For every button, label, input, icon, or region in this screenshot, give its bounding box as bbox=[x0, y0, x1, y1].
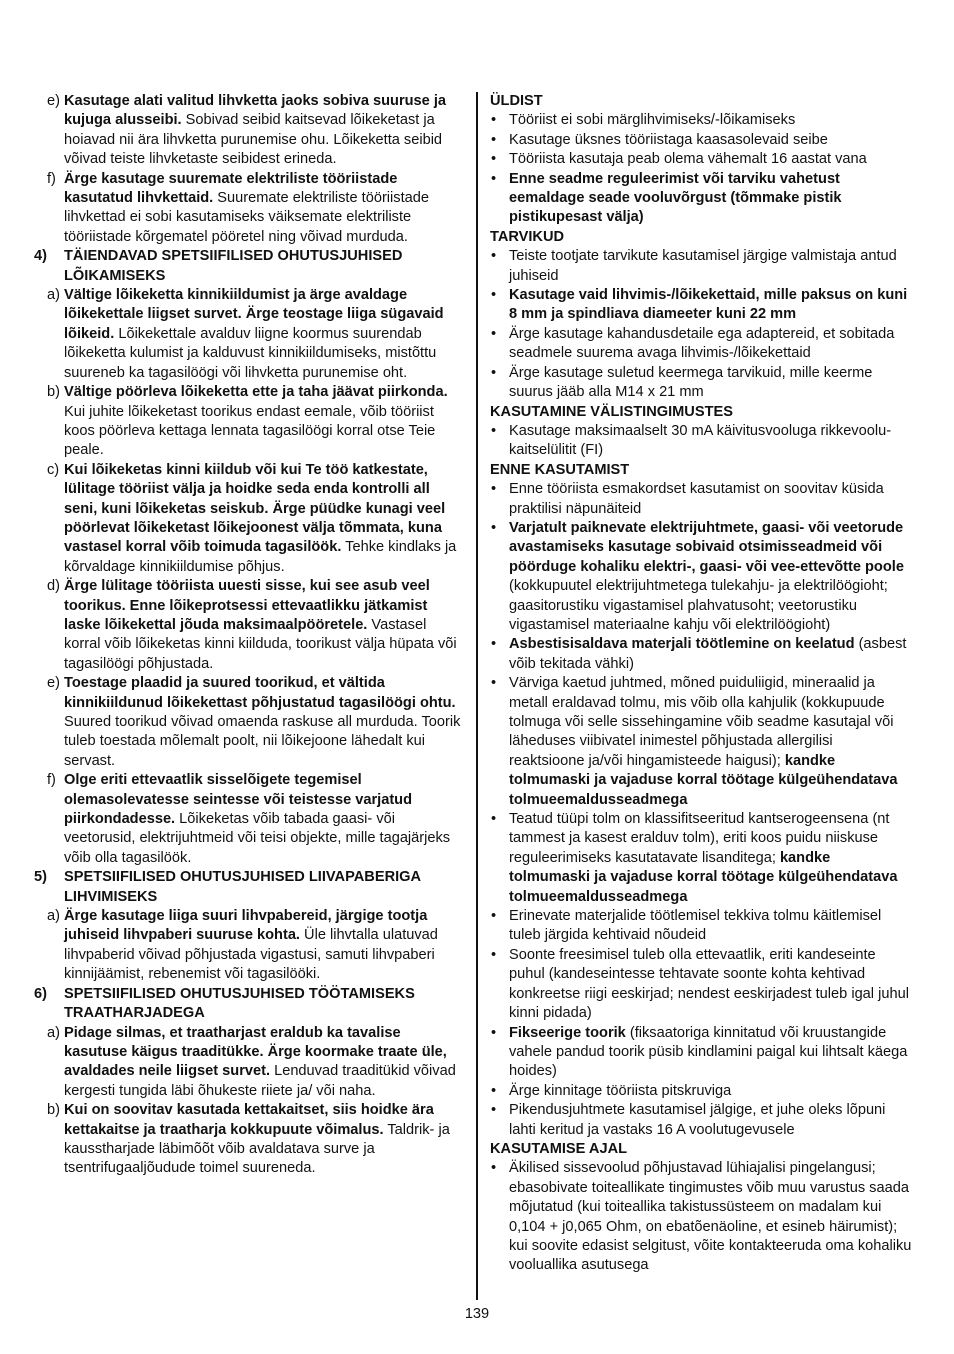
bullet-icon: • bbox=[491, 481, 497, 498]
bullet-icon: • bbox=[491, 675, 497, 692]
item-marker: b) bbox=[47, 384, 60, 401]
item-bold-text: Olge eriti ettevaatlik sisselõigete tegemisel olemasolevatesse seintesse või teistesse varjatud piirkondadesse. bbox=[64, 772, 413, 828]
bullet-text: Soonte freesimisel tuleb olla ettevaatlik, eriti kandeseinte puhul (kandeseintesse tehtavate soonte kohta kehtivad konkreetse riigi eeskirjad; nendest eeskirjadest tuleb igal juhul kinni pidada) bbox=[509, 946, 909, 1022]
bullet-icon: • bbox=[491, 364, 497, 381]
bullet-item bbox=[490, 286, 912, 325]
item-bold-text: Kasutage alati valitud lihvketta jaoks sobiva suuruse ja kujuga alusseibi. bbox=[64, 93, 447, 129]
item-text: Vastasel korral võib lõikeketas kinni kiilduda, toorikust välja hüpata või tagasilöögi põhjustada. bbox=[64, 616, 457, 672]
bullet-icon: • bbox=[491, 946, 497, 963]
item-bold-text: Ärge kasutage liiga suuri lihvpabereid, järgige tootja juhiseid lihvpaberi suuruse kohta. bbox=[64, 908, 428, 944]
instruction-item bbox=[34, 907, 466, 985]
bullet-icon: • bbox=[491, 170, 497, 187]
item-bold-text: Kui on soovitav kasutada kettakaitset, siis hoidke ära kettakaitse ja traatharja kokkupuute võimalus. bbox=[64, 1102, 434, 1138]
instruction-item bbox=[34, 92, 466, 170]
item-text: Taldrik- ja kausstharjade läbimõõt võib avaldatava surve ja tsentrifugaaljõudude toimel suureneda. bbox=[64, 1121, 450, 1177]
section-number: 5) bbox=[34, 869, 47, 886]
instruction-item bbox=[34, 674, 466, 771]
instruction-item bbox=[34, 383, 466, 461]
bullet-item bbox=[490, 1101, 912, 1140]
bullet-bold-text: Asbestisisaldava materjali töötlemine on keelatud bbox=[509, 636, 855, 653]
section-heading bbox=[34, 247, 466, 286]
bullet-bold-text: Kasutage vaid lihvimis-/lõikekettaid, mille paksus on kuni 8 mm ja spindliava diameeter kuni 22 mm bbox=[509, 287, 908, 323]
item-text: Tehke kindlaks ja kõrvaldage kinnikiildumise põhjus. bbox=[64, 539, 457, 575]
item-text: Lenduvad traaditükid võivad kergesti tungida läbi õhukeste riiete ja/ või naha. bbox=[64, 1063, 456, 1099]
bullet-icon: • bbox=[491, 1082, 497, 1099]
bullet-icon: • bbox=[491, 325, 497, 342]
bullet-icon: • bbox=[491, 422, 497, 439]
item-marker: f) bbox=[47, 170, 56, 187]
bullet-bold-text: Fikseerige toorik bbox=[509, 1024, 626, 1041]
bullet-text: Kasutage üksnes tööriistaga kaasasolevaid seibe bbox=[509, 131, 828, 148]
bullet-icon: • bbox=[491, 908, 497, 925]
section-number: 6) bbox=[34, 985, 47, 1002]
item-marker: c) bbox=[47, 461, 60, 478]
item-bold-text: Vältige lõikeketta kinnikiildumist ja ärge avaldage lõikekettale liigset survet. Ärge teostage liiga sügavaid lõikeid. bbox=[64, 287, 444, 342]
section-number: 4) bbox=[34, 248, 47, 265]
instruction-item bbox=[34, 771, 466, 868]
item-marker: a) bbox=[47, 908, 60, 925]
instruction-item bbox=[34, 170, 466, 248]
instruction-item bbox=[34, 286, 466, 383]
bullet-text: Värviga kaetud juhtmed, mõned puiduliigid, mineraalid ja metall eraldavad tolmu, mis võib olla kahjulik (kokkupuude tolmuga või selle sissehingamine võib seadme kasutajal või läheduses viibivatel inimestel põhjustada allergilisi reaktsioone ja/või hingamisteede haigusi); bbox=[509, 675, 894, 769]
bullet-icon: • bbox=[491, 287, 497, 304]
bullet-item bbox=[490, 131, 912, 150]
bullet-text: Teiste tootjate tarvikute kasutamisel järgige valmistaja antud juhiseid bbox=[509, 248, 897, 284]
item-text: Sobivad seibid kaitsevad lõikeketast ja hoiavad nii ära lihvketta purunemise ohu. Lõikeketta seibid võivad teiste lihvketaste seibidest erineda. bbox=[64, 112, 443, 168]
bullet-text: Erinevate materjalide töötlemisel tekkiva tolmu käitlemisel tuleb järgida kehtivaid nõudeid bbox=[509, 908, 882, 944]
bullet-icon: • bbox=[491, 131, 497, 148]
bullet-item bbox=[490, 519, 912, 635]
item-marker: e) bbox=[47, 93, 60, 109]
bullet-item bbox=[490, 635, 912, 674]
left-column bbox=[34, 92, 466, 1179]
bullet-item bbox=[490, 1082, 912, 1101]
item-text: Üle lihvtalla ulatuvad lihvpaberid võivad põhjustada vigastusi, samuti lihvpaberi kinnijäämist, rebenemist või tagasilööki. bbox=[64, 927, 438, 983]
item-marker: e) bbox=[47, 675, 60, 692]
item-text: Lõikekettale avalduv liigne koormus suurendab lõikeketta kulumist ja kalduvust kinnikiildumiseks, mistõttu suureneb ka tagasilöögi või lihvketta purunemise oht. bbox=[64, 325, 437, 381]
bullet-item bbox=[490, 325, 912, 364]
item-bold-text: Kui lõikeketas kinni kiildub või kui Te töö katkestate, lülitage tööriist välja ja hoidke seda enda kontrolli all seni, kuni lõikeketas seiskub. Ärge püüdke kunagi veel pöörlevat lõikeketast lõikejoonest välja tõmmata, kuna vastasel korral võib toimuda tagasilöök. bbox=[64, 461, 446, 556]
bullet-bold-text: kandke tolmumaski ja vajaduse korral töötage külgeühendatava tolmueemaldusseadmega bbox=[509, 849, 898, 905]
section-heading-text: SPETSIIFILISED OHUTUSJUHISED TÖÖTAMISEKS TRAATHARJADEGA bbox=[64, 985, 415, 1022]
bullet-icon: • bbox=[491, 636, 497, 653]
bullet-item bbox=[490, 1024, 912, 1082]
bullet-item bbox=[490, 111, 912, 130]
section-heading: TARVIKUD bbox=[490, 228, 565, 245]
bullet-icon: • bbox=[491, 811, 497, 828]
bullet-text: Tööriist ei sobi märglihvimiseks/-lõikamiseks bbox=[509, 112, 796, 129]
bullet-item bbox=[490, 480, 912, 519]
section-heading: KASUTAMISE AJAL bbox=[490, 1140, 628, 1157]
item-bold-text: Ärge lülitage tööriista uuesti sisse, kui see asub veel toorikus. Enne lõikeprotsessi ettevaatlikku jätkamist laske lõikekettal jõuda maksimaalpööretele. bbox=[64, 578, 430, 633]
section-heading-text: TÄIENDAVAD SPETSIIFILISED OHUTUSJUHISED LÕIKAMISEKS bbox=[64, 248, 403, 284]
bullet-text: (asbest võib tekitada vähki) bbox=[509, 636, 907, 672]
item-bold-text: Ärge kasutage suuremate elektriliste tööriistade kasutatud lihvkettaid. bbox=[64, 170, 398, 207]
right-column bbox=[490, 92, 912, 1276]
section-heading: KASUTAMINE VÄLISTINGIMUSTES bbox=[490, 403, 733, 420]
item-bold-text: Toestage plaadid ja suured toorikud, et vältida kinnikiildunud lõikekettast põhjustatud tagasilöögi ohtu. bbox=[64, 675, 456, 711]
bullet-item bbox=[490, 364, 912, 403]
item-marker: d) bbox=[47, 578, 60, 595]
bullet-text: Enne tööriista esmakordset kasutamist on soovitav küsida praktilisi näpunäiteid bbox=[509, 481, 884, 517]
bullet-item bbox=[490, 674, 912, 810]
bullet-item bbox=[490, 150, 912, 169]
item-marker: f) bbox=[47, 772, 56, 789]
item-bold-text: Vältige pöörleva lõikeketta ette ja taha jäävat piirkonda. bbox=[64, 384, 448, 401]
bullet-text: Ärge kasutage kahandusdetaile ega adaptereid, et sobitada seadmele suurema avaga lihvimis-/lõikekettaid bbox=[509, 325, 895, 362]
bullet-text: Pikendusjuhtmete kasutamisel jälgige, et juhe oleks lõpuni lahti keritud ja vastaks 16 A voolutugevusele bbox=[509, 1102, 886, 1138]
item-marker: a) bbox=[47, 287, 60, 304]
bullet-text: Äkilised sissevoolud põhjustavad lühiajalisi pingelangusi; ebasobivate toiteallikate tingimustes võib muu varustus saada mõjutatud (kui toiteallika takistussüsteem on madalam kui 0,104 + j0,065 Ohm, on ebatõenäoline, et esineb häirumist); kui soovite edasist selgitust, võite kontakteeruda oma kohaliku vooluallika asutusega bbox=[509, 1160, 912, 1274]
item-text: Suured toorikud võivad omaenda raskuse all murduda. Toorik tuleb toestada mõlemalt poolt, nii lõikejoone lähedalt kui servast. bbox=[64, 714, 461, 769]
bullet-item bbox=[490, 247, 912, 286]
bullet-text: Kasutage maksimaalselt 30 mA käivitusvooluga rikkevoolu-kaitselülitit (FI) bbox=[509, 422, 892, 459]
instruction-item bbox=[34, 461, 466, 577]
bullet-bold-text: kandke tolmumaski ja vajaduse korral töötage külgeühendatava tolmueemaldusseadmega bbox=[509, 752, 898, 808]
bullet-icon: • bbox=[491, 519, 497, 536]
bullet-text: Ärge kinnitage tööriista pitskruviga bbox=[509, 1082, 732, 1099]
item-text: Suuremate elektriliste tööriistade lihvkettad ei sobi kasutamiseks väiksemate elektriliste tööriistade kõrgematel pööretel ning võivad murduda. bbox=[64, 190, 429, 245]
bullet-icon: • bbox=[491, 1102, 497, 1119]
bullet-icon: • bbox=[491, 151, 497, 168]
instruction-item bbox=[34, 577, 466, 674]
page-number: 139 bbox=[464, 1306, 490, 1322]
bullet-item bbox=[490, 1159, 912, 1275]
bullet-item bbox=[490, 810, 912, 907]
bullet-icon: • bbox=[491, 1160, 497, 1177]
bullet-item bbox=[490, 422, 912, 461]
bullet-icon: • bbox=[491, 112, 497, 129]
bullet-bold-text: Enne seadme reguleerimist või tarviku vahetust eemaldage seade vooluvõrgust (tõmmake pistik pistikupesast välja) bbox=[509, 170, 842, 226]
section-heading-text: SPETSIIFILISED OHUTUSJUHISED LIIVAPABERIGA LIHVIMISEKS bbox=[64, 869, 421, 905]
section-heading bbox=[34, 985, 466, 1024]
item-bold-text: Pidage silmas, et traatharjast eraldub ka tavalise kasutuse käigus traaditükke. Ärge koormake traate üle, avaldades neile liigset survet. bbox=[64, 1024, 447, 1080]
bullet-item bbox=[490, 907, 912, 946]
item-text: Lõikeketas võib tabada gaasi- või veetorusid, elektrijuhtmeid või teisi objekte, mille tagajärjeks võib olla tagasilöök. bbox=[64, 811, 451, 866]
bullet-icon: • bbox=[491, 248, 497, 265]
section-heading: ENNE KASUTAMIST bbox=[490, 461, 630, 478]
item-marker: a) bbox=[47, 1024, 60, 1041]
bullet-icon: • bbox=[491, 1024, 497, 1041]
bullet-item bbox=[490, 946, 912, 1024]
bullet-text: Ärge kasutage suletud keermega tarvikuid, mille keerme suurus jääb alla M14 x 21 mm bbox=[509, 364, 873, 401]
bullet-text: Tööriista kasutaja peab olema vähemalt 16 aastat vana bbox=[509, 151, 867, 168]
bullet-text: Teatud tüüpi tolm on klassifitseeritud kantserogeensena (nt tammest ja kasest eralduv tolm), eriti koos puidu niiskuse reguleerimiseks kasutatavate lisanditega; bbox=[509, 811, 890, 866]
instruction-item bbox=[34, 1101, 466, 1179]
bullet-bold-text: Varjatult paiknevate elektrijuhtmete, gaasi- või veetorude avastamiseks kasutage sobivaid otsimisseadmeid või pöörduge kohaliku elektri-, gaasi- või vee-ettevõtte poole bbox=[509, 519, 904, 575]
column-divider bbox=[476, 92, 478, 1300]
bullet-text: (kokkupuutel elektrijuhtmetega tulekahju- ja elektrilöögioht; gaasitorustiku vigastamisel plahvatusoht; veetorustiku vigastamisel materiaalne kahju või elektrilöögioht) bbox=[509, 578, 888, 633]
item-text: Kui juhite lõikeketast toorikus endast eemale, võib tööriist koos pöörleva kettaga lennata tagasilöögi korral otse Teie peale. bbox=[64, 403, 436, 459]
instruction-item bbox=[34, 1024, 466, 1102]
section-heading bbox=[34, 868, 466, 907]
section-heading: ÜLDIST bbox=[490, 93, 543, 109]
bullet-text: (fiksaatoriga kinnitatud või kruustangide vahele pandud toorik püsib kindlamini paigal kui lihtsalt käega hoides) bbox=[509, 1024, 908, 1080]
bullet-item bbox=[490, 170, 912, 228]
item-marker: b) bbox=[47, 1102, 60, 1119]
